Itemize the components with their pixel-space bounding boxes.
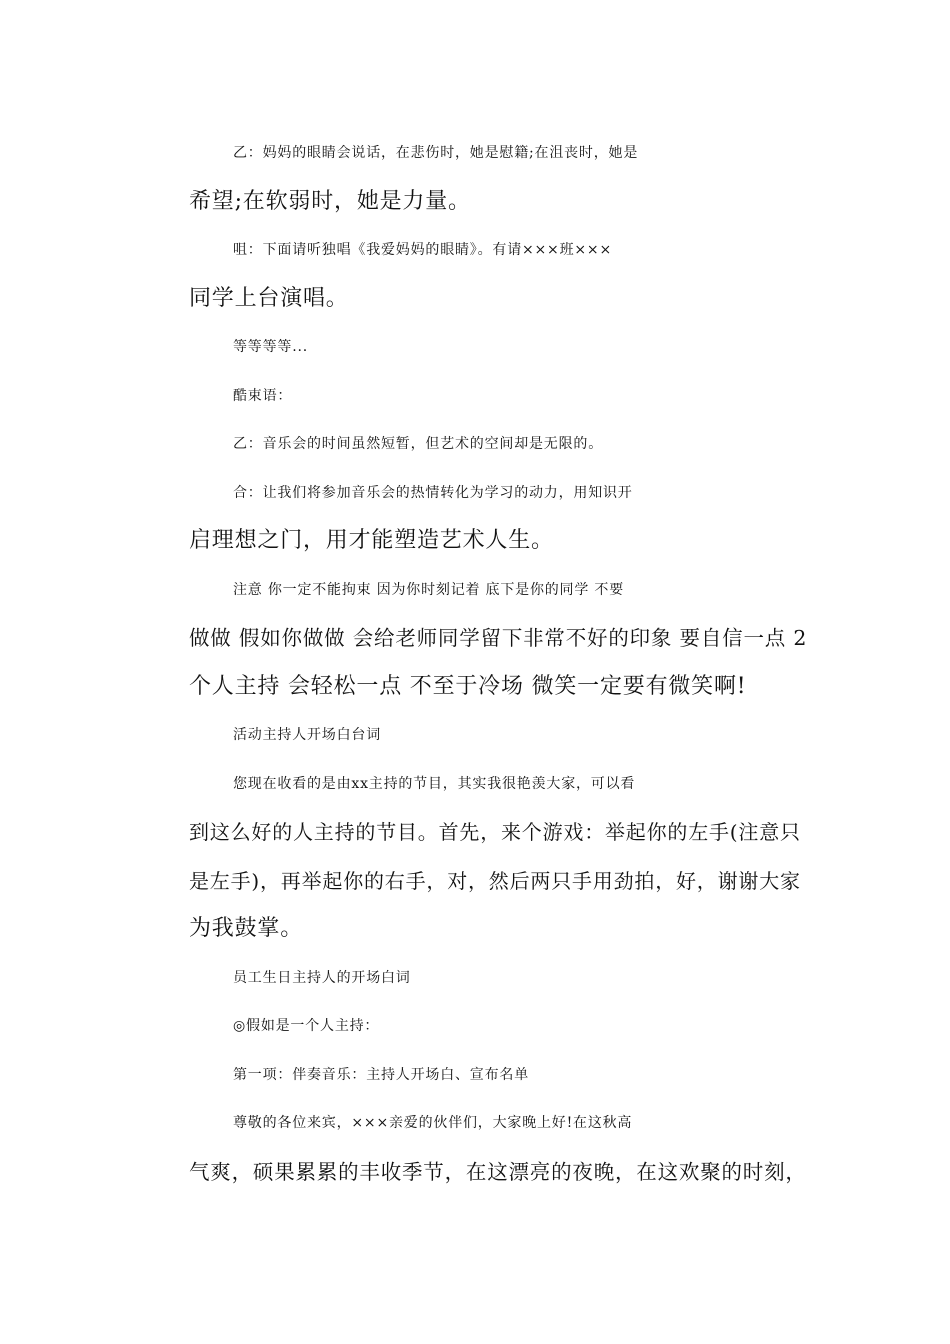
section-heading bbox=[145, 711, 810, 760]
text-line: 咀：下面请听独唱《我爱妈妈的眼睛》。有请×××班××× bbox=[233, 242, 612, 258]
text-line: 气爽，硕果累累的丰收季节，在这漂亮的夜晚，在这欢聚的时刻， bbox=[189, 1159, 807, 1184]
paragraph bbox=[145, 1051, 810, 1100]
text-line: 乙：妈妈的眼睛会说话，在悲伤时，她是慰籍;在沮丧时，她是 bbox=[233, 145, 639, 161]
paragraph bbox=[145, 469, 810, 566]
paragraph bbox=[145, 226, 810, 323]
text-line: 乙：音乐会的时间虽然短暂，但艺术的空间却是无限的。 bbox=[233, 436, 603, 452]
text-line: 同学上台演唱。 bbox=[189, 285, 349, 311]
text-line: 尊敬的各位来宾，×××亲爱的伙伴们，大家晚上好!在这秋高 bbox=[233, 1115, 633, 1131]
text-line: 活动主持人开场白台词 bbox=[233, 727, 381, 743]
paragraph bbox=[145, 1002, 810, 1051]
paragraph bbox=[145, 323, 810, 372]
text-line: 希望;在软弱时，她是力量。 bbox=[189, 188, 471, 214]
text-line: 第一项：伴奏音乐：主持人开场白、宣布名单 bbox=[233, 1066, 529, 1083]
text-line: 您现在收看的是由xx主持的节目，其实我很艳羡大家，可以看 bbox=[233, 775, 636, 792]
text-line: 员工生日主持人的开场白词 bbox=[233, 969, 411, 986]
text-line: 是左手)，再举起你的右手，对，然后两只手用劲拍，好，谢谢大家 bbox=[189, 868, 801, 893]
text-line: 为我鼓掌。 bbox=[189, 916, 304, 941]
text-line: 启理想之门，用才能塑造艺术人生。 bbox=[189, 528, 554, 553]
text-line: 注意 你一定不能拘束 因为你时刻记着 底下是你的同学 不要 bbox=[233, 581, 624, 598]
paragraph bbox=[145, 760, 810, 954]
paragraph bbox=[145, 1099, 810, 1196]
text-line: ◎假如是一个人主持： bbox=[233, 1018, 380, 1034]
section-heading bbox=[145, 954, 810, 1003]
document-body bbox=[145, 129, 810, 1196]
paragraph bbox=[145, 420, 810, 469]
paragraph bbox=[145, 129, 810, 226]
text-line: 等等等等... bbox=[233, 339, 308, 355]
text-line: 做做 假如你做做 会给老师同学留下非常不好的印象 要自信一点 2 bbox=[189, 626, 808, 650]
paragraph bbox=[145, 566, 810, 712]
text-line: 个人主持 会轻松一点 不至于冷场 微笑一定要有微笑啊! bbox=[189, 673, 747, 699]
text-line: 到这么好的人主持的节目。首先，来个游戏：举起你的左手(注意只 bbox=[189, 820, 801, 844]
text-line: 合：让我们将参加音乐会的热情转化为学习的动力，用知识开 bbox=[233, 484, 633, 501]
paragraph bbox=[145, 372, 810, 421]
text-line: 酷束语： bbox=[233, 387, 293, 404]
